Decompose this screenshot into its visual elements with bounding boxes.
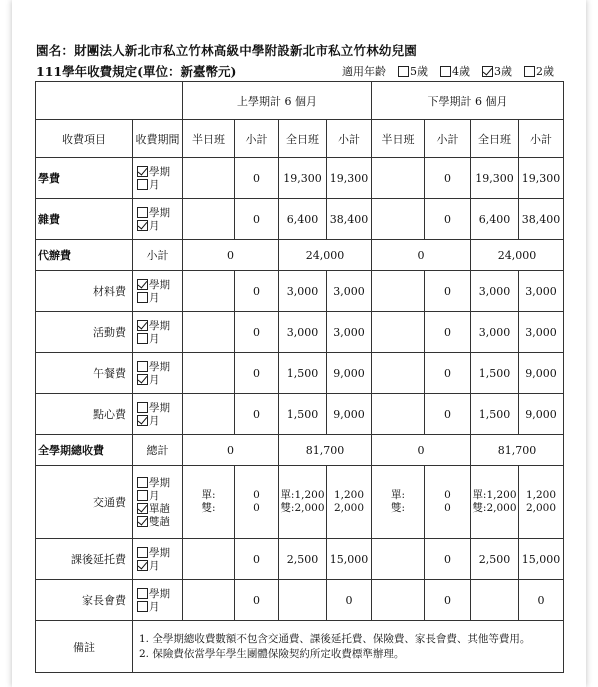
checkbox-icon[interactable]	[440, 66, 451, 77]
subtotal-header: 小計	[327, 120, 372, 158]
blank-cell	[183, 312, 235, 353]
sem1-half-subtotal: 0	[235, 158, 279, 199]
checkbox-icon[interactable]	[137, 503, 148, 514]
period-options: 學期 月	[133, 312, 183, 353]
agency-label: 代辦費	[36, 240, 133, 271]
age-option-2[interactable]: 2歲	[524, 63, 554, 79]
total-label: 全學期總收費	[36, 435, 133, 466]
checkbox-icon[interactable]	[137, 374, 148, 385]
checkbox-icon[interactable]	[137, 207, 148, 218]
checkbox-icon[interactable]	[137, 560, 148, 571]
sem1-half-subtotal: 0	[235, 394, 279, 435]
sem2-full-day: 19,300	[471, 158, 519, 199]
notes-label: 備註	[36, 621, 133, 673]
tuition-label: 學費	[36, 158, 133, 199]
sem2-half-subtotal: 0	[425, 312, 471, 353]
after-school-row	[36, 539, 564, 580]
sem2-full-subtotal: 15,000	[519, 539, 564, 580]
activity-row	[36, 312, 564, 353]
blank-cell	[372, 539, 425, 580]
misc-row	[36, 199, 564, 240]
transport-label: 交通費	[36, 466, 133, 539]
sem2-full-day: 2,500	[471, 539, 519, 580]
sem1-half-total: 0	[183, 435, 279, 466]
subtotal-header: 小計	[425, 120, 471, 158]
sem2-half-subtotal: 0 0	[425, 466, 471, 539]
blank-cell	[183, 271, 235, 312]
sem1-full-subtotal: 3,000	[327, 312, 372, 353]
sem2-full-subtotal: 3,000	[519, 271, 564, 312]
document-subtitle: 111學年收費規定(單位：新臺幣元)	[36, 64, 237, 79]
sem1-full-subtotal: 15,000	[327, 539, 372, 580]
sem1-full-subtotal: 38,400	[327, 199, 372, 240]
blank-cell	[372, 394, 425, 435]
blank-cell	[183, 353, 235, 394]
notes-content	[133, 621, 564, 673]
sem2-full-subtotal: 3,000	[519, 312, 564, 353]
sem1-full-day: 6,400	[279, 199, 327, 240]
sem2-half-subtotal: 0	[425, 271, 471, 312]
half-day-header: 半日班	[183, 120, 235, 158]
sem1-half-subtotal: 0	[235, 580, 279, 621]
misc-label: 雜費	[36, 199, 133, 240]
total-period: 總計	[133, 435, 183, 466]
tuition-row	[36, 158, 564, 199]
sem2-full-subtotal: 24,000	[471, 240, 564, 271]
blank-cell	[372, 199, 425, 240]
sem2-full-day: 單:1,200 雙:2,000	[471, 466, 519, 539]
sem2-full-subtotal: 0	[519, 580, 564, 621]
checkbox-icon[interactable]	[137, 361, 148, 372]
sem2-full-day: 1,500	[471, 353, 519, 394]
agency-row	[36, 240, 564, 271]
checkbox-icon[interactable]	[137, 588, 148, 599]
column-header-row	[36, 120, 564, 158]
age-option-5[interactable]: 5歲	[398, 63, 428, 79]
blank-cell	[372, 353, 425, 394]
transport-row	[36, 466, 564, 539]
materials-row	[36, 271, 564, 312]
sem2-full-subtotal: 38,400	[519, 199, 564, 240]
sem2-full-day: 3,000	[471, 271, 519, 312]
sem1-full-total: 81,700	[279, 435, 372, 466]
lunch-row	[36, 353, 564, 394]
period-options: 學期 月	[133, 353, 183, 394]
sem1-full-subtotal: 19,300	[327, 158, 372, 199]
sem2-half-subtotal: 0	[425, 199, 471, 240]
period-options: 學期 月	[133, 580, 183, 621]
sem2-half-subtotal: 0	[425, 158, 471, 199]
blank-cell	[471, 580, 519, 621]
sem2-half-subtotal: 0	[372, 240, 471, 271]
period-options: 學期 月	[133, 158, 183, 199]
sem1-half-subtotal: 0	[235, 312, 279, 353]
sem1-half-subtotal: 0	[235, 199, 279, 240]
sem1-full-day: 3,000	[279, 271, 327, 312]
period-options: 學期 月	[133, 199, 183, 240]
checkbox-icon[interactable]	[482, 66, 493, 77]
sem2-half-subtotal: 0	[425, 539, 471, 580]
blank-cell	[372, 312, 425, 353]
sem1-half-subtotal: 0 0	[235, 466, 279, 539]
full-day-header: 全日班	[279, 120, 327, 158]
sem1-full-subtotal: 9,000	[327, 353, 372, 394]
checkbox-icon[interactable]	[137, 516, 148, 527]
sem1-full-day: 3,000	[279, 312, 327, 353]
sem2-half-total: 0	[372, 435, 471, 466]
sem1-half-day: 單: 雙:	[183, 466, 235, 539]
sem2-half-day: 單: 雙:	[372, 466, 425, 539]
checkbox-icon[interactable]	[137, 292, 148, 303]
lunch-label: 午餐費	[36, 353, 133, 394]
blank-cell	[183, 199, 235, 240]
sem2-header: 下學期計 6 個月	[372, 82, 564, 120]
sem2-full-subtotal: 9,000	[519, 394, 564, 435]
checkbox-icon[interactable]	[524, 66, 535, 77]
sem1-full-day: 1,500	[279, 353, 327, 394]
note-item: 2. 保險費依當學年學生團體保險契約所定收費標準辦理。	[139, 648, 405, 660]
fee-table	[35, 81, 564, 673]
sem2-full-subtotal: 1,200 2,000	[519, 466, 564, 539]
period-options: 學期 月	[133, 394, 183, 435]
parent-fee-row	[36, 580, 564, 621]
sem1-full-day: 1,500	[279, 394, 327, 435]
item-header: 收費項目	[36, 120, 133, 158]
total-row	[36, 435, 564, 466]
after-school-label: 課後延托費	[36, 539, 133, 580]
blank-cell	[183, 539, 235, 580]
blank-cell	[372, 580, 425, 621]
period-options: 學期 月	[133, 271, 183, 312]
period-options: 學期 月	[133, 539, 183, 580]
blank-header-cell	[36, 82, 183, 120]
checkbox-icon[interactable]	[137, 477, 148, 488]
sem1-full-subtotal: 9,000	[327, 394, 372, 435]
semester-header-row	[36, 82, 564, 120]
sem2-full-day: 6,400	[471, 199, 519, 240]
sem2-full-total: 81,700	[471, 435, 564, 466]
full-day-header: 全日班	[471, 120, 519, 158]
sem1-full-subtotal: 24,000	[279, 240, 372, 271]
sem2-full-subtotal: 19,300	[519, 158, 564, 199]
checkbox-icon[interactable]	[398, 66, 409, 77]
subtotal-header: 小計	[235, 120, 279, 158]
age-selector	[342, 63, 554, 79]
sem1-half-subtotal: 0	[235, 271, 279, 312]
blank-cell	[183, 580, 235, 621]
note-item: 1. 全學期總收費數額不包含交通費、課後延托費、保險費、家長會費、其他等費用。	[139, 633, 531, 645]
sem1-half-subtotal: 0	[183, 240, 279, 271]
sem2-half-subtotal: 0	[425, 353, 471, 394]
sem1-full-day: 單:1,200 雙:2,000	[279, 466, 327, 539]
snack-label: 點心費	[36, 394, 133, 435]
age-option-3[interactable]: 3歲	[482, 63, 512, 79]
checkbox-icon[interactable]	[137, 166, 148, 177]
subtotal-header: 小計	[519, 120, 564, 158]
blank-cell	[372, 271, 425, 312]
checkbox-icon[interactable]	[137, 601, 148, 612]
sem1-full-subtotal: 1,200 2,000	[327, 466, 372, 539]
checkbox-icon[interactable]	[137, 547, 148, 558]
blank-cell	[183, 394, 235, 435]
parent-fee-label: 家長會費	[36, 580, 133, 621]
checkbox-icon[interactable]	[137, 415, 148, 426]
checkbox-icon[interactable]	[137, 279, 148, 290]
blank-cell	[279, 580, 327, 621]
checkbox-icon[interactable]	[137, 220, 148, 231]
sem1-header: 上學期計 6 個月	[183, 82, 372, 120]
materials-label: 材料費	[36, 271, 133, 312]
checkbox-icon[interactable]	[137, 333, 148, 344]
snack-row	[36, 394, 564, 435]
agency-period: 小計	[133, 240, 183, 271]
age-option-4[interactable]: 4歲	[440, 63, 470, 79]
period-options: 學期 月 單趟 雙趟	[133, 466, 183, 539]
period-header: 收費期間	[133, 120, 183, 158]
sem2-full-subtotal: 9,000	[519, 353, 564, 394]
checkbox-icon[interactable]	[137, 320, 148, 331]
sem1-half-subtotal: 0	[235, 539, 279, 580]
activity-label: 活動費	[36, 312, 133, 353]
notes-row	[36, 621, 564, 673]
sem2-half-subtotal: 0	[425, 580, 471, 621]
sem1-full-day: 2,500	[279, 539, 327, 580]
sem1-half-subtotal: 0	[235, 353, 279, 394]
checkbox-icon[interactable]	[137, 179, 148, 190]
sem1-full-subtotal: 3,000	[327, 271, 372, 312]
blank-cell	[183, 158, 235, 199]
sem2-full-day: 1,500	[471, 394, 519, 435]
half-day-header: 半日班	[372, 120, 425, 158]
document-title: 園名：財團法人新北市私立竹林高級中學附設新北市私立竹林幼兒園	[36, 43, 418, 58]
sem1-full-subtotal: 0	[327, 580, 372, 621]
age-label: 適用年齡	[342, 65, 386, 78]
checkbox-icon[interactable]	[137, 490, 148, 501]
blank-cell	[372, 158, 425, 199]
checkbox-icon[interactable]	[137, 402, 148, 413]
sem1-full-day: 19,300	[279, 158, 327, 199]
sem2-half-subtotal: 0	[425, 394, 471, 435]
sem2-full-day: 3,000	[471, 312, 519, 353]
